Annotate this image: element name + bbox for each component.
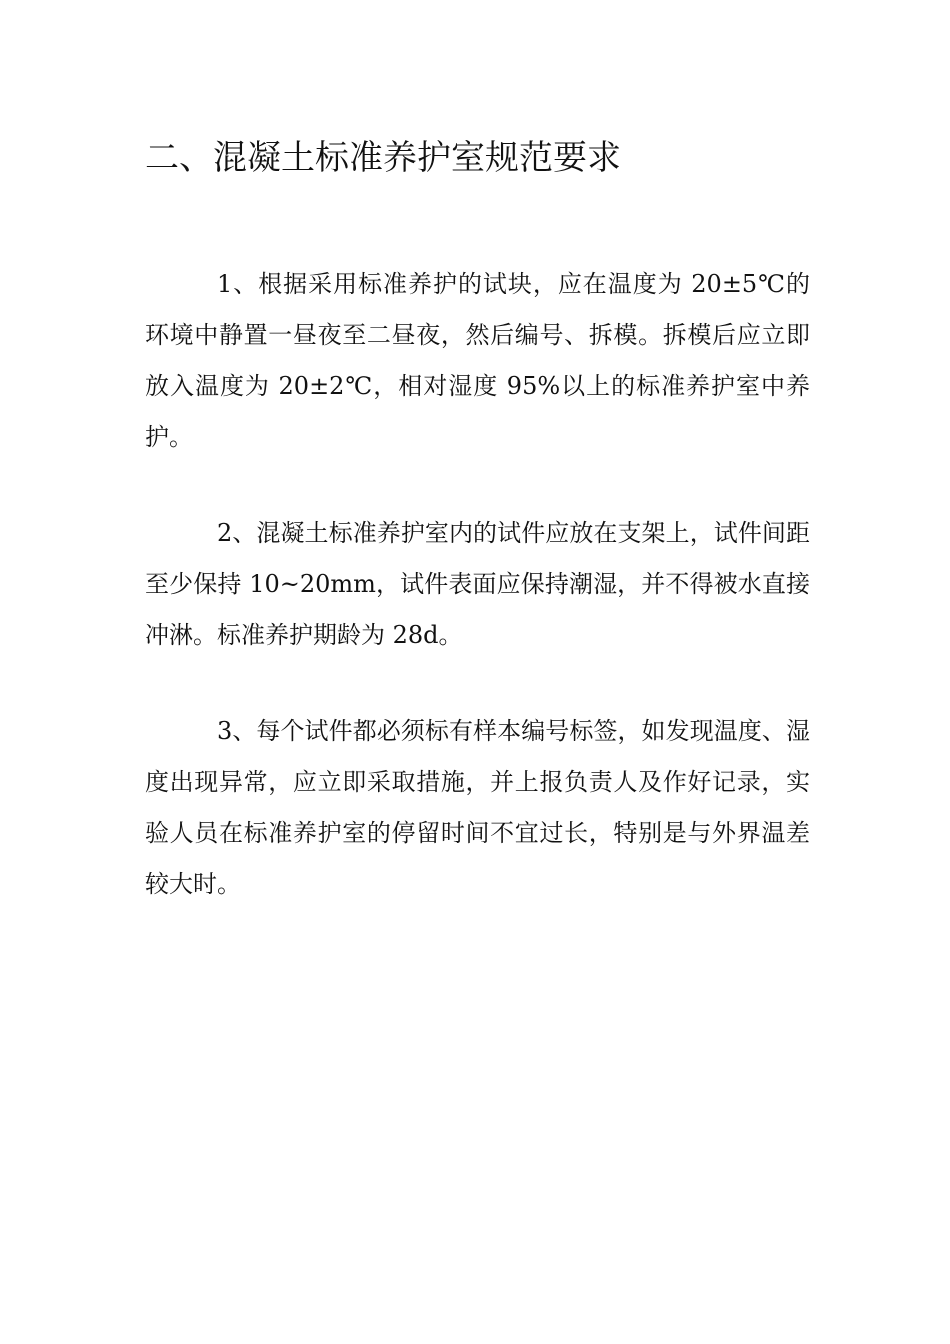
paragraph-3: 3、每个试件都必须标有样本编号标签，如发现温度、湿度出现异常，应立即采取措施，并上报负责人及作好记录，实验人员在标准养护室的停留时间不宜过长，特别是与外界温差较大时。	[145, 717, 810, 898]
paragraph-1: 1、根据采用标准养护的试块，应在温度为 20±5℃的环境中静置一昼夜至二昼夜，然后编号、拆模。拆模后应立即放入温度为 20±2℃，相对湿度 95%以上的标准养护室中养护。	[145, 270, 810, 451]
paragraph-2: 2、混凝土标准养护室内的试件应放在支架上，试件间距至少保持 10~20mm，试件表面应保持潮湿，并不得被水直接冲淋。标准养护期龄为 28d。	[145, 519, 810, 649]
section-heading: 二、混凝土标准养护室规范要求	[145, 138, 621, 178]
